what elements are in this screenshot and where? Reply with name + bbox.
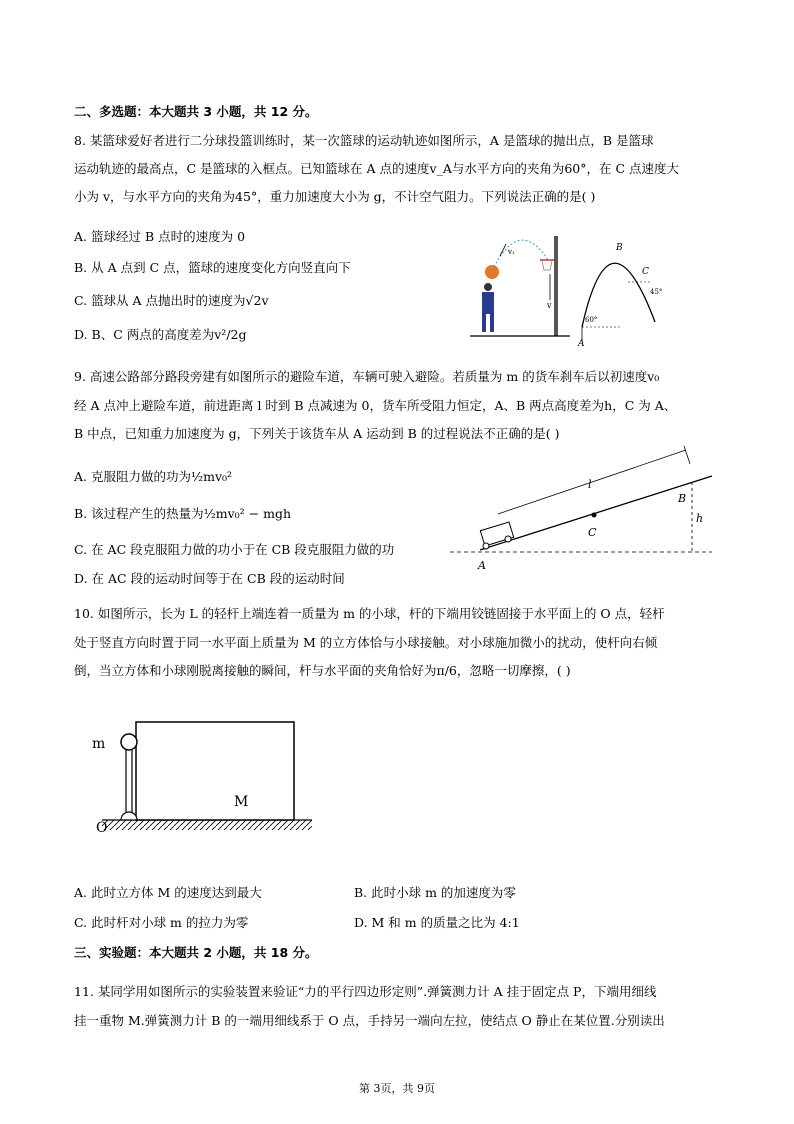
label-l: l bbox=[588, 478, 592, 491]
q9-option-b: B. 该过程产生的热量为½mv₀² − mgh bbox=[74, 506, 292, 521]
q11-stem-line-1: 11. 某同学用如图所示的实验装置来验证“力的平行四边形定则”.弹簧测力计 A 挂于固定点 P，下端用细线 bbox=[74, 984, 657, 999]
ball-m bbox=[121, 734, 137, 750]
q8-option-d: D. B、C 两点的高度差为v²/2g bbox=[74, 327, 247, 342]
label-C: C bbox=[642, 267, 649, 277]
q8-stem-line-1: 8. 某篮球爱好者进行二分球投篮训练时，某一次篮球的运动轨迹如图所示，A 是篮球的抛出点，B 是篮球 bbox=[74, 133, 654, 148]
player-illustration bbox=[482, 265, 499, 332]
label-h: h bbox=[696, 512, 704, 525]
label-v1: v₁ bbox=[508, 248, 515, 256]
q9-stem-line-3: B 中点，已知重力加速度为 g，下列关于该货车从 A 运动到 B 的过程说法不正确的是( ) bbox=[74, 426, 560, 441]
label-v: v bbox=[547, 301, 552, 310]
label-60deg: 60° bbox=[585, 316, 598, 324]
q8-stem-line-2: 运动轨迹的最高点，C 是篮球的入框点。已知篮球在 A 点的速度v_A与水平方向的夹角为60°，在 C 点速度大 bbox=[74, 161, 680, 176]
label-B: B bbox=[678, 492, 687, 505]
q10-option-a: A. 此时立方体 M 的速度达到最大 bbox=[74, 885, 262, 900]
q10-option-b: B. 此时小球 m 的加速度为零 bbox=[354, 885, 516, 900]
q10-stem-line-1: 10. 如图所示，长为 L 的轻杆上端连着一质量为 m 的小球，杆的下端用铰链固接于水平面上的 O 点，轻杆 bbox=[74, 606, 665, 621]
q10-rod-cube-figure bbox=[84, 718, 316, 853]
q10-option-d: D. M 和 m 的质量之比为 4:1 bbox=[354, 915, 520, 930]
q9-option-d: D. 在 AC 段的运动时间等于在 CB 段的运动时间 bbox=[74, 571, 345, 586]
label-M: M bbox=[234, 794, 249, 810]
section-experiment-heading: 三、实验题：本大题共 2 小题，共 18 分。 bbox=[74, 945, 318, 960]
label-A: A bbox=[478, 559, 486, 572]
label-A: A bbox=[578, 339, 585, 347]
hinge-O bbox=[121, 812, 137, 820]
label-C: C bbox=[588, 526, 597, 539]
q10-stem-line-2: 处于竖直方向时置于同一水平面上质量为 M 的立方体恰与小球接触。对小球施加微小的扰动，使杆向右倾 bbox=[74, 635, 658, 650]
label-O: O bbox=[96, 820, 108, 836]
page-footer: 第 3页，共 9页 bbox=[359, 1082, 435, 1095]
q8-stem-line-3: 小为 v，与水平方向的夹角为45°，重力加速度大小为 g，不计空气阻力。下列说法正确的是( ) bbox=[74, 189, 596, 204]
q8-basketball-figure bbox=[470, 222, 700, 347]
q9-stem-line-2: 经 A 点冲上避险车道，前进距离 l 时到 B 点减速为 0，货车所受阻力恒定，A、B 两点高度差为h，C 为 A、 bbox=[74, 398, 677, 413]
q9-stem-line-1: 9. 高速公路部分路段旁建有如图所示的避险车道，车辆可驶入避险。若质量为 m 的货车刹车后以初速度v₀ bbox=[74, 369, 660, 384]
section-multi-choice-heading: 二、多选题：本大题共 3 小题，共 12 分。 bbox=[74, 104, 318, 119]
q11-stem-line-2: 挂一重物 M.弹簧测力计 B 的一端用细线系于 O 点，手持另一端向左拉，使结点 O 静止在某位置.分别读出 bbox=[74, 1013, 665, 1028]
q8-option-c: C. 篮球从 A 点抛出时的速度为√2v bbox=[74, 293, 269, 308]
q9-escape-ramp-figure bbox=[450, 442, 725, 572]
q9-option-c: C. 在 AC 段克服阻力做的功小于在 CB 段克服阻力做的功 bbox=[74, 542, 395, 557]
length-l-dimension bbox=[498, 450, 686, 514]
label-B: B bbox=[616, 243, 623, 253]
q9-option-a: A. 克服阻力做的功为½mv₀² bbox=[74, 469, 233, 484]
q10-stem-line-3: 倒，当立方体和小球刚脱离接触的瞬间，杆与水平面的夹角恰好为π/6，忽略一切摩擦，( ) bbox=[74, 663, 571, 678]
cube-M bbox=[136, 722, 294, 820]
q8-option-a: A. 篮球经过 B 点时的速度为 0 bbox=[74, 229, 246, 244]
q8-option-b: B. 从 A 点到 C 点，篮球的速度变化方向竖直向下 bbox=[74, 260, 351, 275]
label-45deg: 45° bbox=[650, 288, 663, 296]
label-m: m bbox=[92, 736, 106, 752]
q10-option-c: C. 此时杆对小球 m 的拉力为零 bbox=[74, 915, 249, 930]
